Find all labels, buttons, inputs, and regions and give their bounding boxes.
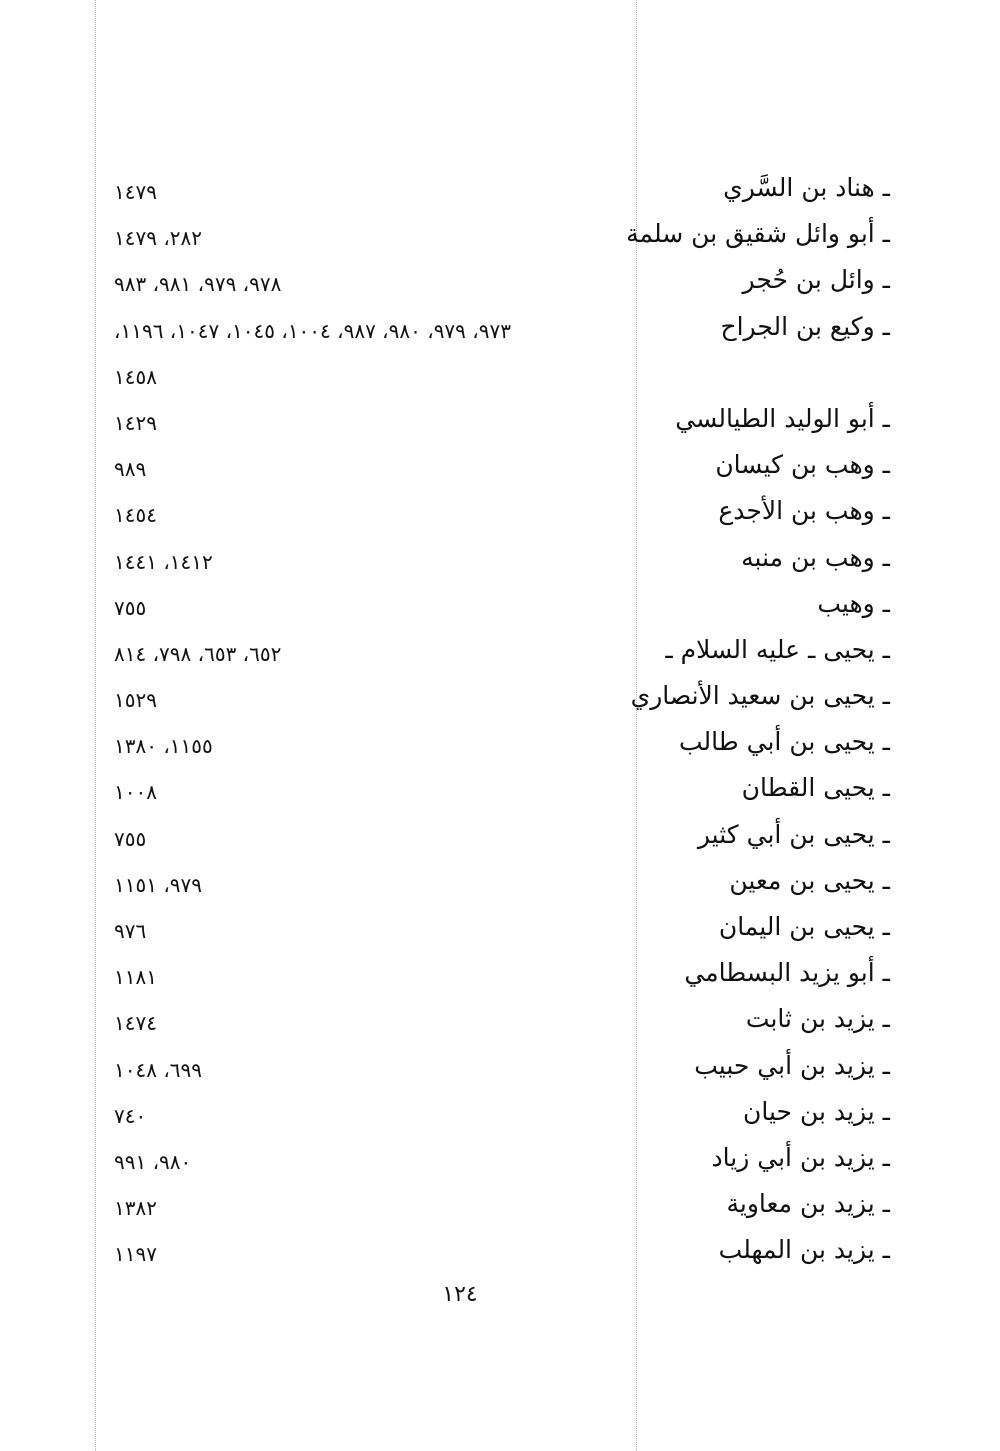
index-entry xyxy=(110,488,890,534)
entry-name: ـ يزيد بن أبي حبيب xyxy=(694,1050,890,1080)
entry-name: ـ يحيى بن سعيد الأنصاري xyxy=(630,681,890,711)
index-entry xyxy=(110,581,890,627)
entry-name: ـ وهب بن الأجدع xyxy=(718,496,890,526)
entry-name: ـ أبو يزيد البسطامي xyxy=(684,958,890,988)
entry-pages: ٩٧٨، ٩٧٩، ٩٨١، ٩٨٣ xyxy=(114,272,282,297)
entry-name: ـ يزيد بن حيان xyxy=(743,1096,890,1126)
entry-pages: ٩٧٩، ١١٥١ xyxy=(114,872,203,897)
index-entry xyxy=(110,996,890,1042)
entry-name: ـ وكيع بن الجراح xyxy=(720,311,890,341)
entry-pages: ١١٨١ xyxy=(114,965,157,990)
page-number: ١٢٤ xyxy=(442,1282,478,1307)
entry-name: ـ يحيى بن أبي طالب xyxy=(679,727,890,757)
entry-pages: ١٣٨٢ xyxy=(114,1196,157,1221)
entry-pages: ٦٩٩، ١٠٤٨ xyxy=(114,1057,203,1082)
entry-pages: ٢٨٢، ١٤٧٩ xyxy=(114,226,203,251)
entry-name: ـ يحيى القطان xyxy=(741,773,890,803)
index-entry xyxy=(110,1181,890,1227)
entry-pages: ٩٧٦ xyxy=(114,919,147,944)
index-entry xyxy=(110,211,890,257)
entry-name: ـ يزيد بن المهلب xyxy=(718,1235,890,1265)
entry-pages: ١١٩٧ xyxy=(114,1242,157,1267)
entry-name: ـ يحيى ـ عليه السلام ـ xyxy=(665,634,890,664)
entry-name: ـ يزيد بن معاوية xyxy=(726,1189,890,1219)
entry-pages: ١٤٧٤ xyxy=(114,1011,157,1036)
index-entry xyxy=(110,1227,890,1273)
entry-pages: ١٤٧٩ xyxy=(114,180,157,204)
entry-pages: ١٤١٢، ١٤٤١ xyxy=(114,549,213,574)
entry-name: ـ وهب بن منبه xyxy=(741,542,890,572)
entry-name: ـ أبو وائل شقيق بن سلمة xyxy=(626,219,890,249)
entry-name: ـ هناد بن السَّري xyxy=(723,173,890,202)
index-entry xyxy=(110,165,890,211)
entry-pages: ٧٤٠ xyxy=(114,1103,147,1128)
index-entry xyxy=(110,812,890,858)
index-entry xyxy=(110,1089,890,1135)
entry-pages: ١٥٢٩ xyxy=(114,688,157,713)
entry-name: ـ وهب بن كيسان xyxy=(715,450,890,480)
index-entry xyxy=(110,442,890,488)
entry-pages: ٧٥٥ xyxy=(114,595,147,620)
entry-pages: ٦٥٢، ٦٥٣، ٧٩٨، ٨١٤ xyxy=(114,641,282,666)
index-entry xyxy=(110,950,890,996)
entry-name: ـ يحيى بن معين xyxy=(729,865,890,895)
index-entry xyxy=(110,396,890,442)
entry-name: ـ وهيب xyxy=(817,588,890,618)
index-entry xyxy=(110,1043,890,1089)
index-entry xyxy=(110,719,890,765)
index-entry xyxy=(110,858,890,904)
index-entry xyxy=(110,535,890,581)
entry-name: ـ يزيد بن ثابت xyxy=(745,1004,890,1034)
index-entry xyxy=(110,304,890,396)
name-index-list xyxy=(110,165,890,1274)
entry-pages: ١٤٥٤ xyxy=(114,503,157,528)
entry-name: ـ أبو الوليد الطيالسي xyxy=(675,403,890,433)
index-entry xyxy=(110,257,890,303)
index-entry xyxy=(110,765,890,811)
entry-pages: ٩٨٠، ٩٩١ xyxy=(114,1149,192,1174)
index-entry xyxy=(110,627,890,673)
entry-pages: ٧٥٥ xyxy=(114,826,147,851)
entry-name: ـ يحيى بن اليمان xyxy=(718,912,890,942)
entry-pages: ٩٨٩ xyxy=(114,457,147,482)
entry-name: ـ وائل بن حُجر xyxy=(742,265,890,295)
entry-pages: ٩٧٣، ٩٧٩، ٩٨٠، ٩٨٧، ١٠٠٤، ١٠٤٥، ١٠٤٧، ١١٩٦، ١٤٥٨ xyxy=(114,318,511,389)
left-dotted-rule xyxy=(95,0,96,1451)
entry-pages: ١٠٠٨ xyxy=(114,780,157,805)
entry-pages: ١١٥٥، ١٣٨٠ xyxy=(114,734,213,759)
entry-name: ـ يحيى بن أبي كثير xyxy=(697,819,890,849)
entry-pages: ١٤٢٩ xyxy=(114,410,157,435)
index-entry xyxy=(110,904,890,950)
index-entry xyxy=(110,1135,890,1181)
entry-name: ـ يزيد بن أبي زياد xyxy=(711,1142,890,1172)
index-entry xyxy=(110,673,890,719)
